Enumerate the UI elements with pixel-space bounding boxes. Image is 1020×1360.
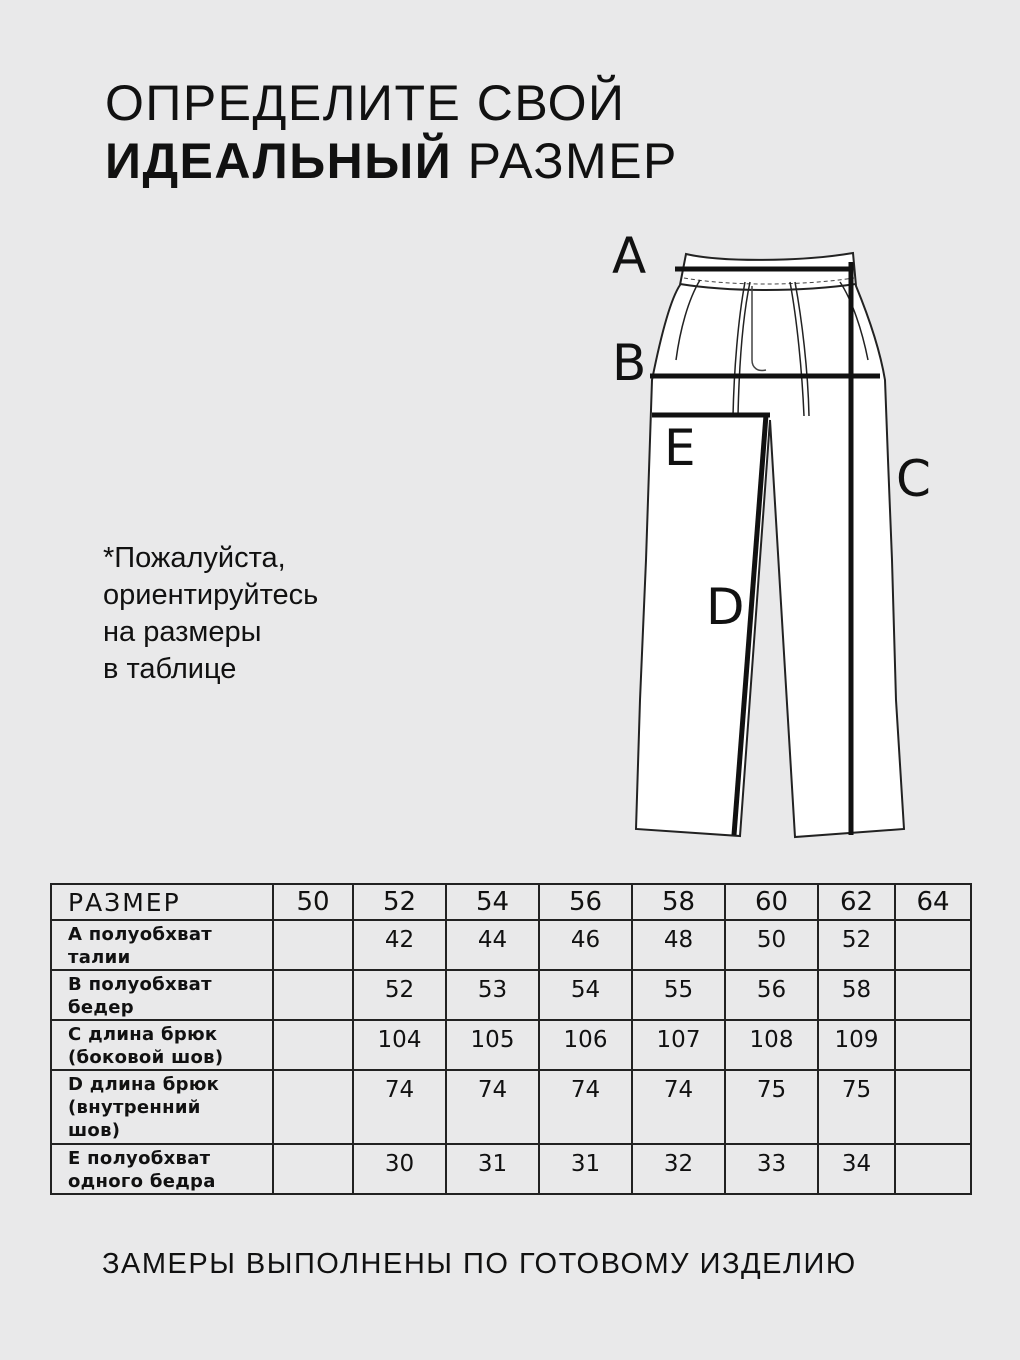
table-cell: 46 (539, 920, 632, 970)
table-cell: 56 (725, 970, 818, 1020)
table-row (51, 1020, 971, 1070)
note-line: ориентируйтесь (103, 579, 319, 611)
table-cell: 74 (446, 1070, 539, 1144)
title-rest-word: РАЗМЕР (467, 133, 678, 189)
row-label: B полуобхват бедер (51, 970, 273, 1020)
title-line-1: ОПРЕДЕЛИТЕ СВОЙ (105, 75, 626, 131)
table-cell: 48 (632, 920, 725, 970)
size-header: 56 (539, 884, 632, 920)
table-cell: 74 (632, 1070, 725, 1144)
table-cell (273, 970, 353, 1020)
title-bold-word: ИДЕАЛЬНЫЙ (105, 133, 453, 189)
table-cell (895, 1020, 971, 1070)
table-cell: 32 (632, 1144, 725, 1194)
table-cell: 109 (818, 1020, 895, 1070)
size-header: 62 (818, 884, 895, 920)
footer-note: ЗАМЕРЫ ВЫПОЛНЕНЫ ПО ГОТОВОМУ ИЗДЕЛИЮ (102, 1248, 857, 1280)
size-header: 50 (273, 884, 353, 920)
table-cell: 104 (353, 1020, 446, 1070)
table-cell: 44 (446, 920, 539, 970)
note-line: в таблице (103, 653, 237, 685)
table-cell (273, 1144, 353, 1194)
size-table (50, 883, 972, 1195)
table-cell (895, 920, 971, 970)
table-cell: 74 (539, 1070, 632, 1144)
table-cell: 58 (818, 970, 895, 1020)
row-label: C длина брюк (боковой шов) (51, 1020, 273, 1070)
table-cell: 52 (353, 970, 446, 1020)
table-cell: 75 (818, 1070, 895, 1144)
table-row (51, 1070, 971, 1144)
table-cell (895, 970, 971, 1020)
table-cell: 74 (353, 1070, 446, 1144)
table-cell (273, 920, 353, 970)
table-cell: 54 (539, 970, 632, 1020)
table-cell: 31 (539, 1144, 632, 1194)
table-header-row (51, 884, 971, 920)
row-label: A полуобхват талии (51, 920, 273, 970)
title-line-2 (105, 132, 678, 190)
table-cell: 31 (446, 1144, 539, 1194)
label-d: D (706, 578, 745, 636)
size-header: 54 (446, 884, 539, 920)
header-label: РАЗМЕР (51, 884, 273, 920)
note-line: на размеры (103, 616, 262, 648)
page-title (105, 74, 678, 190)
note-line: *Пожалуйста, (103, 542, 286, 574)
size-header: 52 (353, 884, 446, 920)
size-header: 58 (632, 884, 725, 920)
table-cell: 52 (818, 920, 895, 970)
table-cell (895, 1070, 971, 1144)
label-e: E (664, 419, 696, 477)
table-cell: 105 (446, 1020, 539, 1070)
table-cell: 33 (725, 1144, 818, 1194)
table-row (51, 1144, 971, 1194)
label-c: C (896, 450, 931, 508)
table-cell: 106 (539, 1020, 632, 1070)
table-cell (273, 1070, 353, 1144)
trousers-measurement-diagram (600, 215, 960, 855)
row-label: E полуобхват одного бедра (51, 1144, 273, 1194)
table-cell: 42 (353, 920, 446, 970)
table-cell: 107 (632, 1020, 725, 1070)
table-cell: 30 (353, 1144, 446, 1194)
label-a: A (612, 227, 647, 285)
table-cell: 50 (725, 920, 818, 970)
table-row (51, 920, 971, 970)
table-cell (273, 1020, 353, 1070)
table-cell: 34 (818, 1144, 895, 1194)
size-note (103, 540, 423, 688)
table-cell: 108 (725, 1020, 818, 1070)
label-b: B (612, 334, 647, 392)
table-row (51, 970, 971, 1020)
table-cell (895, 1144, 971, 1194)
size-header: 64 (895, 884, 971, 920)
size-header: 60 (725, 884, 818, 920)
table-cell: 55 (632, 970, 725, 1020)
row-label: D длина брюк (внутренний шов) (51, 1070, 273, 1144)
table-cell: 53 (446, 970, 539, 1020)
table-cell: 75 (725, 1070, 818, 1144)
